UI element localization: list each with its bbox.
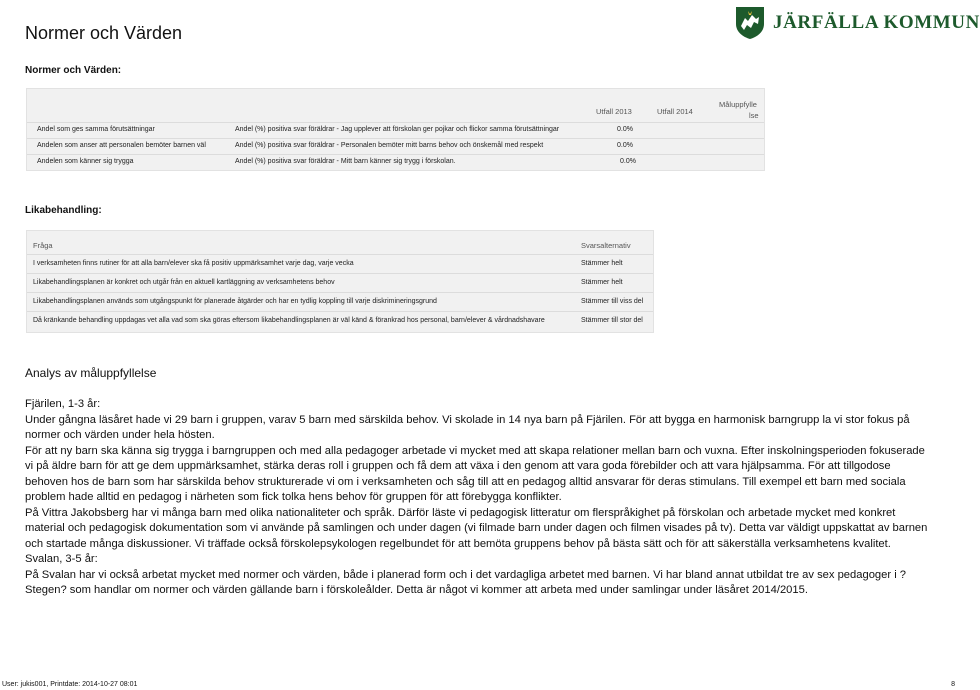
normer-table bbox=[26, 88, 765, 171]
analysis-paragraph: Svalan, 3-5 år: bbox=[25, 553, 98, 565]
row-question: Då kränkande behandling uppdagas vet alla vad som ska göras eftersom likabehandlingsplanen är väl känd & förankrad hos personal, barn/elever & vårdnadshavare bbox=[33, 317, 545, 324]
analysis-paragraph: På Vittra Jakobsberg har vi många barn med olika nationaliteter och språk. Därför läste vi pedagogisk litteratur om flerspråkighet på förskolan och arbetade mycket med konkret material och pedagogisk dokumentation som vi använde på samlingen och under dagen (vi filmade barn under dagen och filmen visades på tv). Detta var väldigt uppskattat av barnen och startade många diskussioner. Vi träffade också förskolepsykologen regelbundet för att bemöta gruppens behov på bästa sätt och för att säkerställa verksamhetens kvalitet. bbox=[25, 506, 928, 550]
analysis-paragraph: Fjärilen, 1-3 år: bbox=[25, 398, 101, 410]
row-answer: Stämmer till stor del bbox=[581, 317, 643, 324]
row-question: Likabehandlingsplanen är konkret och utgår från en aktuell kartläggning av verksamhetens behov bbox=[33, 279, 335, 286]
table-row bbox=[27, 254, 653, 272]
row-question: I verksamheten finns rutiner för att alla barn/elever ska få positiv uppmärksamhet varje dag, varje vecka bbox=[33, 260, 354, 267]
table-row bbox=[27, 138, 764, 154]
section-heading-normer: Normer och Värden: bbox=[25, 65, 122, 76]
analysis-title: Analys av måluppfyllelse bbox=[25, 366, 157, 380]
row-answer: Stämmer till viss del bbox=[581, 298, 644, 305]
row-answer: Stämmer helt bbox=[581, 260, 623, 267]
row-answer: Stämmer helt bbox=[581, 279, 623, 286]
table-row bbox=[27, 154, 764, 170]
row-question: Likabehandlingsplanen används som utgångspunkt för planerade åtgärder och har en tydlig koppling till varje diskrimineringsgrund bbox=[33, 298, 437, 305]
row-label: Andel som ges samma förutsättningar bbox=[37, 126, 155, 133]
analysis-paragraph: På Svalan har vi också arbetat mycket med normer och värden, både i planerad form och i det vardagliga arbetet med barnen. Vi har bland annat utbildat tre av sex pedagoger i ?Stegen? som handlar om normer och värden gällande barn i förskoleålder. Detta är något vi kommer att arbeta med under samlingar under läsåret 2014/2015. bbox=[25, 568, 907, 596]
row-label: Andelen som känner sig trygga bbox=[37, 158, 134, 165]
section-heading-likabehandling: Likabehandling: bbox=[25, 205, 102, 216]
col-header-utfall-2013: Utfall 2013 bbox=[596, 107, 632, 116]
table-row bbox=[27, 273, 653, 291]
row-value: 0.0% bbox=[617, 142, 633, 149]
col-header-question: Fråga bbox=[33, 241, 53, 250]
table-row bbox=[27, 292, 653, 310]
row-value: 0.0% bbox=[620, 158, 636, 165]
col-header-utfall-2014: Utfall 2014 bbox=[657, 107, 693, 116]
row-value: 0.0% bbox=[617, 126, 633, 133]
row-label: Andelen som anser att personalen bemöter barnen väl bbox=[37, 142, 206, 149]
logo-text: JÄRFÄLLA KOMMUN bbox=[773, 12, 980, 33]
footer-page-number: 8 bbox=[951, 681, 955, 688]
analysis-paragraph: För att ny barn ska känna sig trygga i barngruppen och med alla pedagoger arbetade vi mycket med att skapa relationer mellan barn och vuxna. Efter inskolningsperioden fokuserade vi på äldre barn för att ge dem uppmärksamhet, stärka deras roll i gruppen och få dem att växa i den genom att vara goda förebilder och att vara hjälpsamma. För att tillgodose behoven hos de barn som har särskilda behov strukturerade vi om i verksamheten och såg till att en pedagog alltid ansvarar för deras stimulans. Till exempel ett barn med sociala problem hade alltid en pedagog i närheten som fick tolka hens behov för gruppen för att förebygga konflikter. bbox=[25, 444, 925, 503]
col-header-maluppfyllelse-2: lse bbox=[749, 111, 759, 120]
footer-user-printdate: User: jukis001, Printdate: 2014-10-27 08:01 bbox=[2, 681, 138, 688]
col-header-answer: Svarsalternativ bbox=[581, 241, 631, 250]
row-indicator: Andel (%) positiva svar föräldrar - Jag upplever att förskolan ger pojkar och flickor samma förutsättningar bbox=[235, 126, 560, 133]
likabehandling-table bbox=[26, 230, 654, 333]
col-header-maluppfyllelse-1: Måluppfylle bbox=[719, 100, 757, 109]
page-title: Normer och Värden bbox=[25, 23, 183, 43]
jarfalla-logo bbox=[735, 5, 980, 41]
table-row bbox=[27, 311, 653, 329]
analysis-paragraph: Under gångna läsåret hade vi 29 barn i gruppen, varav 5 barn med särskilda behov. Vi skolade in 14 nya barn på Fjärilen. För att bygga en harmonisk barngrupp la vi stor fokus på normer och värden under hela hösten. bbox=[25, 413, 910, 441]
table-row bbox=[27, 122, 764, 138]
coat-of-arms-icon bbox=[735, 6, 765, 40]
row-indicator: Andel (%) positiva svar föräldrar - Mitt barn känner sig trygg i förskolan. bbox=[235, 158, 456, 165]
row-indicator: Andel (%) positiva svar föräldrar - Personalen bemöter mitt barns behov och önskemål med respekt bbox=[235, 142, 544, 149]
analysis-body bbox=[25, 397, 935, 599]
